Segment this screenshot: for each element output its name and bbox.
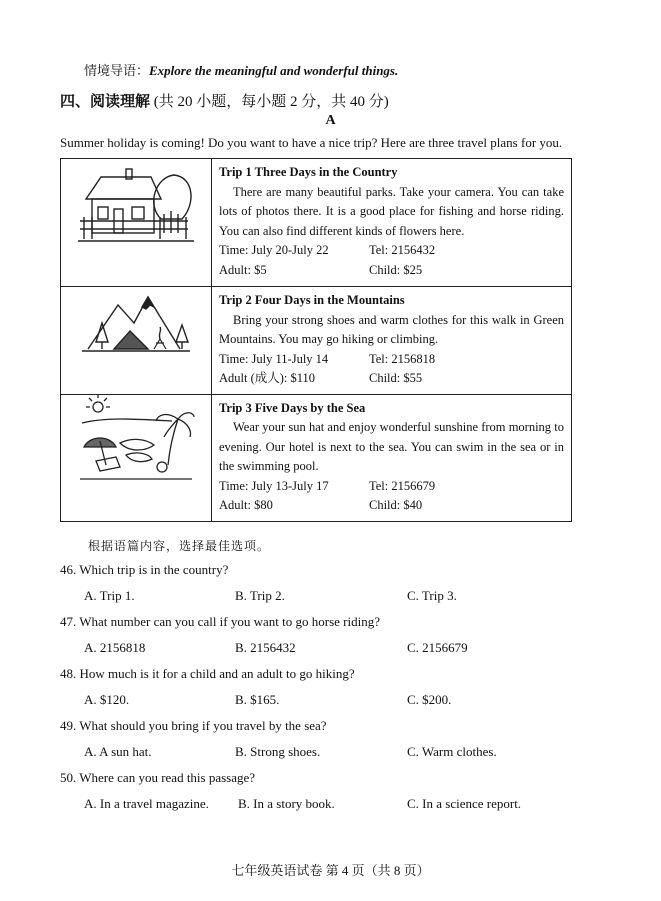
option-a[interactable]: A. In a travel magazine. xyxy=(84,796,209,811)
option-a[interactable]: A. 2156818 xyxy=(84,640,146,655)
trip-picture-cell xyxy=(61,287,212,395)
option-b[interactable]: B. Trip 2. xyxy=(235,588,285,603)
section-heading xyxy=(60,90,389,111)
page-footer: 七年级英语试卷 第 4 页（共 8 页） xyxy=(231,863,430,878)
trip-tel: Tel: 2156432 xyxy=(369,243,436,257)
trip-time-tel xyxy=(219,241,564,261)
trip-description: There are many beautiful parks. Take your camera. You can take lots of photos there. It is a good place for fishing and horse riding. You can also find different kinds of flowers here. xyxy=(219,184,564,238)
house-icon xyxy=(76,159,196,249)
trip-tel: Tel: 2156818 xyxy=(369,351,436,366)
section-note: (共 20 小题，每小题 2 分，共 40 分) xyxy=(153,94,389,110)
mountain-camp-icon xyxy=(76,287,196,357)
trip-text-cell xyxy=(212,287,572,395)
option-a[interactable]: A. Trip 1. xyxy=(84,588,135,603)
intro-line xyxy=(84,60,398,79)
trip-time: Time: July 11-July 14 xyxy=(219,351,329,366)
option-b[interactable]: B. Strong shoes. xyxy=(235,744,321,759)
option-b[interactable]: B. In a story book. xyxy=(238,796,335,811)
trip-picture-cell xyxy=(61,159,212,287)
trip-text-cell xyxy=(212,159,572,287)
question-46: 46. Which trip is in the country? xyxy=(60,562,229,577)
beach-icon xyxy=(76,395,196,485)
passage-lead: Summer holiday is coming! Do you want to have a nice trip? Here are three travel plans for you. xyxy=(60,135,563,150)
question-49: 49. What should you bring if you travel by the sea? xyxy=(60,718,327,733)
trip-description: Bring your strong shoes and warm clothes for this walk in Green Mountains. You may go hiking or climbing. xyxy=(219,312,564,346)
question-47: 47. What number can you call if you want to go horse riding? xyxy=(60,614,380,629)
trip-title: Trip 2 Four Days in the Mountains xyxy=(219,293,405,307)
option-c[interactable]: C. Trip 3. xyxy=(407,588,457,603)
option-c[interactable]: C. $200. xyxy=(407,692,452,707)
trip-adult-price: Adult: $5 xyxy=(219,262,267,277)
trip-time-tel xyxy=(219,350,564,370)
option-a[interactable]: A. A sun hat. xyxy=(84,744,152,759)
trip-description: Wear your sun hat and enjoy wonderful sunshine from morning to evening. Our hotel is next to the sea. You can swim in the sea or in the swimming pool. xyxy=(219,420,564,473)
option-c[interactable]: C. Warm clothes. xyxy=(407,744,497,759)
option-a[interactable]: A. $120. xyxy=(84,692,130,707)
trips-table xyxy=(60,158,572,522)
trip-row xyxy=(61,159,572,287)
trip-child-price: Child: $55 xyxy=(369,371,423,385)
trip-title: Trip 3 Five Days by the Sea xyxy=(219,400,366,415)
option-c[interactable]: C. In a science report. xyxy=(407,796,522,811)
question-48: 48. How much is it for a child and an adult to go hiking? xyxy=(60,666,355,681)
trip-time-tel xyxy=(219,477,564,497)
passage-letter: A xyxy=(325,113,336,128)
trip-time: Time: July 20-July 22 xyxy=(219,243,329,257)
trip-child-price: Child: $25 xyxy=(369,262,423,277)
section-title: 四、阅读理解 xyxy=(60,94,151,110)
trip-child-price: Child: $40 xyxy=(369,498,423,512)
trip-title: Trip 1 Three Days in the Country xyxy=(219,165,398,179)
trip-prices xyxy=(219,261,564,281)
trip-tel: Tel: 2156679 xyxy=(369,478,436,493)
intro-text: Explore the meaningful and wonderful things. xyxy=(149,63,399,78)
trip-text-cell xyxy=(212,394,572,521)
trip-row xyxy=(61,287,572,395)
intro-label: 情境导语： xyxy=(84,63,150,78)
question-50: 50. Where can you read this passage? xyxy=(60,770,256,785)
option-b[interactable]: B. $165. xyxy=(235,692,280,707)
trip-time: Time: July 13-July 17 xyxy=(219,478,329,493)
trip-prices xyxy=(219,496,564,516)
instruction: 根据语篇内容，选择最佳选项。 xyxy=(88,539,271,553)
trip-row xyxy=(61,394,572,521)
trip-prices xyxy=(219,369,564,389)
option-b[interactable]: B. 2156432 xyxy=(235,640,296,655)
trip-adult-price: Adult: $80 xyxy=(219,498,273,512)
option-c[interactable]: C. 2156679 xyxy=(407,640,468,655)
trip-adult-price: Adult (成人): $110 xyxy=(219,371,316,385)
trip-picture-cell xyxy=(61,394,212,521)
